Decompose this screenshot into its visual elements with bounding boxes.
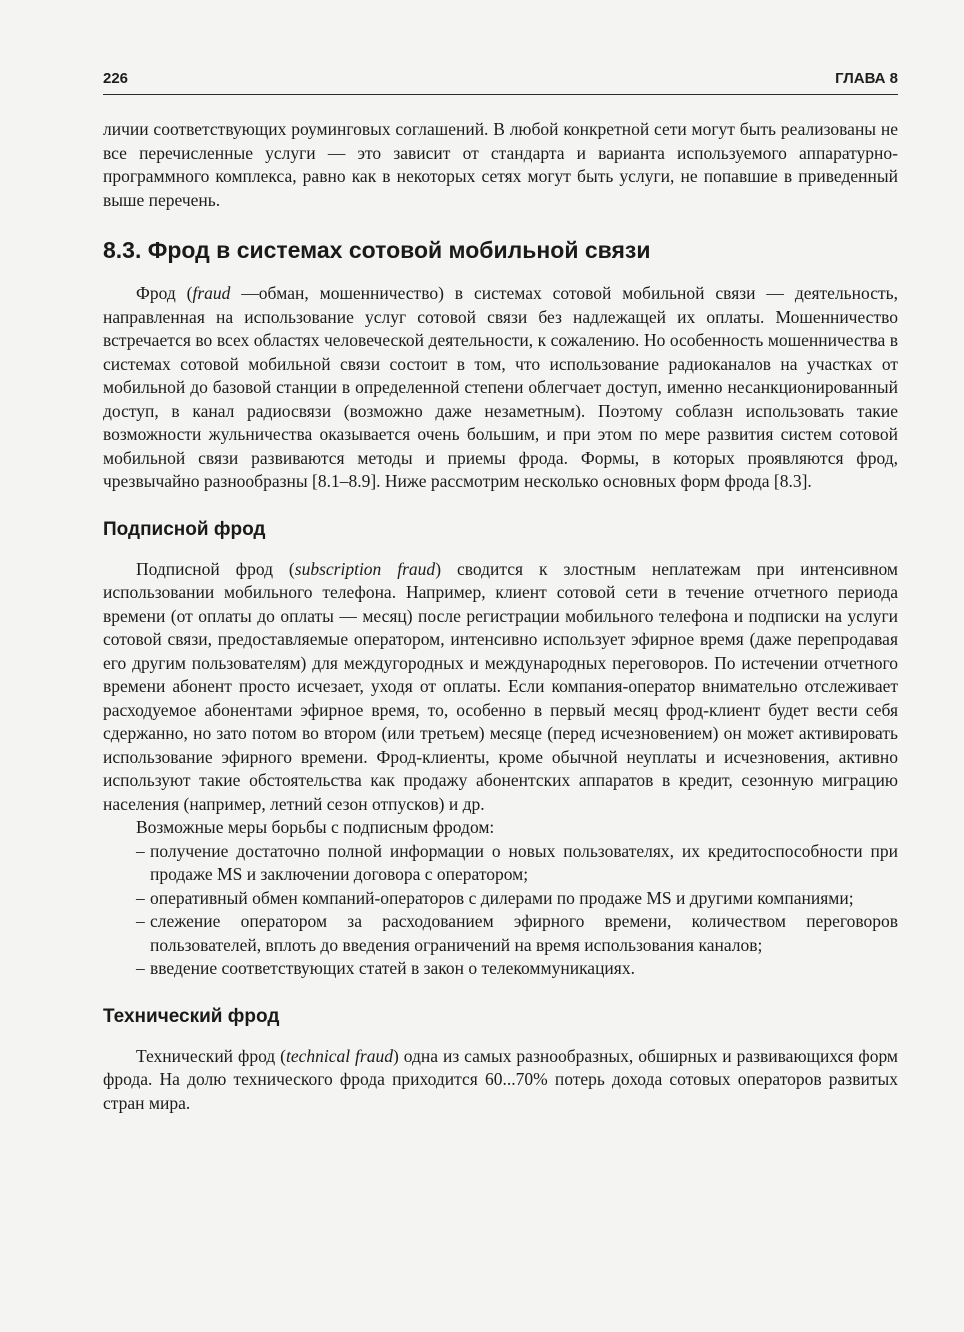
page-number: 226 bbox=[103, 70, 129, 87]
list-item-text: слежение оператором за расходованием эфирного времени, количеством переговоров пользователей, вплоть до введения ограничений на время использования каналов; bbox=[150, 911, 898, 955]
list-item-text: введение соответствующих статей в закон о телекоммуникациях. bbox=[150, 958, 635, 978]
chapter-label: ГЛАВА 8 bbox=[835, 70, 898, 87]
text-run: Технический фрод ( bbox=[136, 1045, 286, 1066]
fraud-definition-paragraph bbox=[103, 282, 898, 494]
text-run: —обман, мошенничество) в системах сотовой мобильной связи — деятельность, направленная на использование услуг сотовой связи без надлежащей их оплаты. Мошенничество встречается во всех областях человеческой деятельности, к сожалению. Но особенность мошенничества в системах сотовой мобильной связи состоит в том, что использование радиоканалов на участках от мобильной до базовой станции в определенной степени облегчает доступ, именно несанкционированный доступ, в канал радиосвязи (возможно даже незаметным). Поэтому соблазн использовать такие возможности жульничества оказывается очень большим, и при этом по мере развития систем сотовой мобильной связи развиваются методы и приемы фрода. Формы, в которых проявляются фрод, чрезвычайно разнообразны [8.1–8.9]. Ниже рассмотрим несколько основных форм фрода [8.3]. bbox=[103, 283, 898, 491]
text-run: Фрод ( bbox=[136, 283, 193, 303]
subsection-heading-technical: Технический фрод bbox=[103, 1005, 280, 1027]
term-subscription-fraud: subscription fraud bbox=[294, 558, 436, 579]
dash-marker: – bbox=[136, 958, 145, 978]
measures-list bbox=[103, 840, 898, 981]
dash-marker: – bbox=[136, 840, 145, 861]
dash-marker: – bbox=[136, 911, 145, 931]
term-fraud: fraud bbox=[192, 283, 231, 303]
list-item-text: оперативный обмен компаний-операторов с дилерами по продаже MS и другими компаниями; bbox=[150, 887, 854, 908]
list-item bbox=[103, 957, 898, 981]
measures-intro: Возможные меры борьбы с подписным фродом: bbox=[136, 817, 495, 837]
running-header bbox=[103, 66, 898, 95]
list-item-text: получение достаточно полной информации о новых пользователях, их кредитоспособности при продаже MS и заключении договора с оператором; bbox=[150, 840, 898, 884]
list-item bbox=[103, 887, 898, 911]
subsection-heading-subscription: Подписной фрод bbox=[103, 518, 266, 540]
list-item bbox=[103, 910, 898, 957]
dash-marker: – bbox=[136, 887, 145, 908]
list-item bbox=[103, 840, 898, 887]
subscription-paragraph bbox=[103, 558, 898, 817]
text-run: Подписной фрод ( bbox=[136, 558, 295, 579]
text-run: ) сводится к злостным неплатежам при интенсивном использовании мобильного телефона. Например, клиент сотовой сети в течение отчетного периода времени (от оплаты до оплаты — месяц) после регистрации мобильного телефона и подписки на услуги сотовой связи, предоставляемые оператором, интенсивно использует эфирное время (даже перепродавая его другим пользователям) для междугородных и международных переговоров. По истечении отчетного времени абонент просто исчезает, уходя от оплаты. Если компания-оператор внимательно отслеживает расходуемое абонентами эфирное время, то, особенно в первый месяц фрод-клиент будет вести себя сдержанно, но зато потом во втором (или третьем) месяце (перед исчезновением) он может активировать использование эфирного времени. Фрод-клиенты, кроме обычной неуплаты и исчезновения, активно используют такие обстоятельства как продажу абонентских аппаратов в кредит, сезонную миграцию населения (например, летний сезон отпусков) и др. bbox=[103, 558, 898, 814]
term-technical-fraud: technical fraud bbox=[285, 1045, 393, 1066]
intro-paragraph: личии соответствующих роуминговых соглашений. В любой конкретной сети могут быть реализованы не все перечисленные услуги — это зависит от стандарта и варианта используемого аппаратурно-программного комплекса, равно как в некоторых сетях могут быть услуги, не попавшие в приведенный выше перечень. bbox=[103, 119, 898, 210]
section-heading-8-3: 8.3. Фрод в системах сотовой мобильной связи bbox=[103, 237, 651, 263]
page-body bbox=[103, 118, 898, 1115]
text-run: ) одна из самых разнообразных, обширных и развивающихся форм фрода. На долю технического фрода приходится 60...70% потерь дохода сотовых операторов развитых стран мира. bbox=[103, 1045, 899, 1113]
technical-paragraph bbox=[103, 1045, 898, 1116]
